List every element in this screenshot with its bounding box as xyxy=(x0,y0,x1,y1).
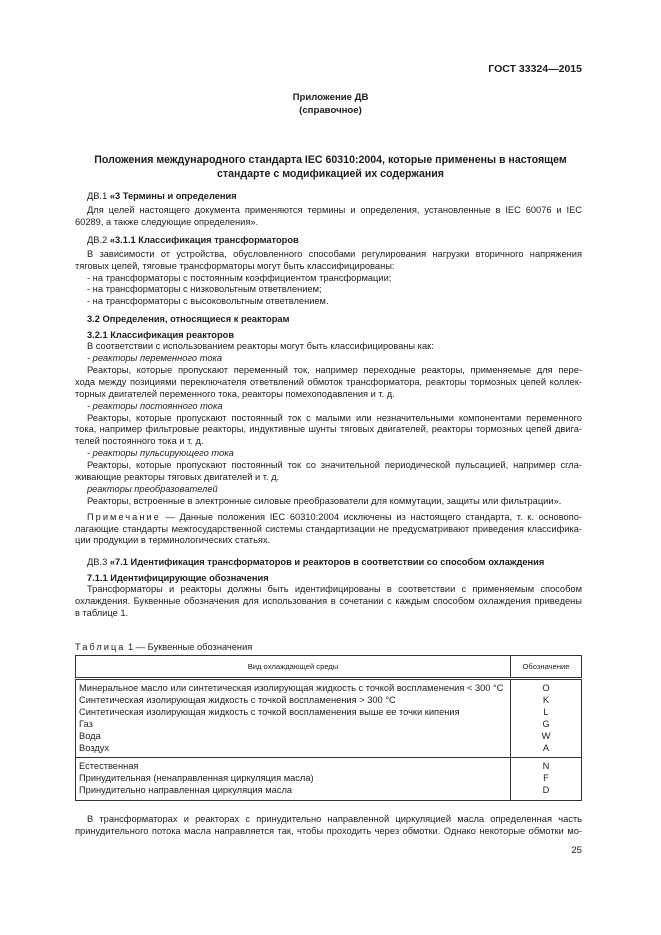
section-title: «7.1 Идентификация трансформаторов и реакторов в соответствии со способом охлаждения xyxy=(109,557,545,568)
section-heading xyxy=(75,329,582,341)
spacer xyxy=(75,547,582,551)
text-line: живающие реакторы тяговых двигателей и т. д. xyxy=(75,472,280,483)
text-line: принудительного потока масла направляется так, чтобы проходить через обмотки. Однако некоторые обмотки мо- xyxy=(75,825,582,836)
designation-cell: L xyxy=(511,707,582,719)
text-line: Для целей настоящего документа применяются термины и определения, установленные в IEC 60076 и IEC xyxy=(87,205,582,215)
title-line: Положения международного стандарта IEC 60310:2004, которые применены в настоящем xyxy=(94,154,567,166)
list-item: - на трансформаторы с постоянным коэффициентом трансформации; xyxy=(87,272,392,283)
table-row xyxy=(76,758,582,773)
column-header: Вид охлаждающей среды xyxy=(76,656,511,679)
term-label: - реакторы переменного тока xyxy=(87,353,223,364)
list-item: - на трансформаторы с низковольтным ответвлением; xyxy=(87,284,322,295)
designation-cell: W xyxy=(511,731,582,743)
term-label: - реакторы пульсирующего тока xyxy=(87,448,234,459)
designation-cell: F xyxy=(511,773,582,785)
section-number: ДВ.3 xyxy=(87,557,110,568)
text-line: охлаждения. Буквенные обозначения для использования в сочетании с каждым способом охлаждения приведены xyxy=(75,596,582,607)
text-line: Реакторы, которые пропускают постоянный ток с малыми или незначительными компонентами переменного xyxy=(87,412,582,423)
text-line: 60289, а также следующие определения». xyxy=(75,216,259,227)
designation-cell: N xyxy=(511,758,582,773)
title-line: стандарте с модификацией их содержания xyxy=(217,168,444,180)
section-title: «3 Термины и определения xyxy=(109,191,237,201)
section-heading xyxy=(75,234,582,246)
section-heading xyxy=(75,313,582,325)
cooling-medium-cell: Газ xyxy=(76,719,511,731)
text-line: В трансформаторах и реакторах с принудительно направленной циркуляцией масла определенная часть xyxy=(87,814,582,824)
document-number: ГОСТ 33324—2015 xyxy=(488,63,582,75)
table-row xyxy=(76,785,582,800)
note-line xyxy=(75,524,582,536)
cooling-medium-cell: Воздух xyxy=(76,743,511,758)
cooling-medium-cell: Принудительно направленная циркуляция масла xyxy=(76,785,511,800)
text-line: хода между позициями переключателя ответвлений обмоток трансформатора, реакторы тормозных цепей коллек- xyxy=(75,376,582,387)
cooling-medium-cell: Синтетическая изолирующая жидкость с точкой воспламенения > 300 °С xyxy=(76,695,511,707)
section-title: 7.1.1 Идентифицирующие обозначения xyxy=(87,573,269,584)
text-line: в таблице 1. xyxy=(75,608,129,619)
note-line xyxy=(75,512,582,524)
table-row xyxy=(76,707,582,719)
section-heading xyxy=(75,556,582,568)
text-line: тока, например фильтровые реакторы, индуктивные шунты тяговых двигателей, реакторы тормозных цепей двига- xyxy=(75,424,582,435)
table-row xyxy=(76,773,582,785)
section-title: 3.2.1 Классификация реакторов xyxy=(87,330,235,341)
designation-cell: A xyxy=(511,743,582,758)
column-header: Обозначение xyxy=(511,656,582,679)
table-caption xyxy=(75,642,252,652)
text-line: Трансформаторы и реакторы должны быть идентифицированы в соответствии с применяемым способом xyxy=(87,584,582,595)
section-heading xyxy=(75,190,582,202)
note-text: лагающие стандарты межгосударственной системы стандартизации не предусматривают приведения классифика- xyxy=(75,523,582,534)
note-text: ции продукции в терминологических статьях. xyxy=(75,535,271,546)
appendix-title: Приложение ДВ xyxy=(292,92,369,103)
section-title: 3.2 Определения, относящиеся к реакторам xyxy=(87,314,290,325)
text-line: В зависимости от устройства, обусловленного способами регулирования нагрузки вторичного напряжения xyxy=(87,248,582,259)
section-heading xyxy=(75,572,582,584)
designation-cell: D xyxy=(511,785,582,800)
page-number: 25 xyxy=(571,845,582,856)
note-text: — Данные положения IEC 60310:2004 исключены из настоящего стандарта, т. к. основопо- xyxy=(160,511,582,522)
designations-table xyxy=(75,655,582,801)
designation-cell: G xyxy=(511,719,582,731)
table-row xyxy=(76,719,582,731)
text-line: торных двигателей переменного тока, реакторы помехоподавления и т. д. xyxy=(75,388,395,399)
body-text xyxy=(75,190,582,620)
table-caption-label: Таблица xyxy=(75,642,126,652)
text-line: тяговых цепей, тяговые трансформаторы могут быть классифицированы: xyxy=(75,260,395,271)
note-line xyxy=(75,535,582,547)
table-row xyxy=(76,679,582,695)
section-number: ДВ.1 xyxy=(87,191,110,201)
text-line: Реакторы, которые пропускают переменный ток, например переходные реакторы, применяемые для пере- xyxy=(87,365,582,376)
cooling-medium-cell: Минеральное масло или синтетическая изолирующая жидкость с точкой воспламенения < 300 °С xyxy=(76,679,511,695)
cooling-medium-cell: Естественная xyxy=(76,758,511,773)
table-row xyxy=(76,695,582,707)
text-line: телей постоянного тока и т. д. xyxy=(75,436,204,447)
cooling-medium-cell: Синтетическая изолирующая жидкость с точкой воспламенения выше ее точки кипения xyxy=(76,707,511,719)
section-number: ДВ.2 xyxy=(87,234,110,245)
text-line: Реакторы, которые пропускают постоянный ток со значительной периодической пульсацией, например сгла- xyxy=(87,460,582,471)
table-row xyxy=(76,743,582,758)
closing-paragraph xyxy=(75,814,582,838)
table-row xyxy=(76,731,582,743)
note-label: Примечание xyxy=(87,511,161,522)
section-title: «3.1.1 Классификация трансформаторов xyxy=(109,234,299,245)
list-item: - на трансформаторы с высоковольтным ответвлением. xyxy=(87,296,329,307)
term-label: реакторы преобразователей xyxy=(87,483,218,494)
designation-cell: O xyxy=(511,679,582,695)
cooling-medium-cell: Принудительная (ненаправленная циркуляция масла) xyxy=(76,773,511,785)
cooling-medium-cell: Вода xyxy=(76,731,511,743)
appendix-subtitle: (справочное) xyxy=(299,105,362,116)
designation-cell: K xyxy=(511,695,582,707)
text-line: Реакторы, встроенные в электронные силовые преобразователи для коммутации, защиты или фильтрации». xyxy=(87,495,562,506)
page-title xyxy=(0,153,661,181)
appendix-heading xyxy=(0,91,661,117)
term-label: - реакторы постоянного тока xyxy=(87,400,223,411)
list-item: В соответствии с использованием реакторы могут быть классифицированы как: xyxy=(87,341,434,352)
table-caption-text: 1 — Буквенные обозначения xyxy=(125,642,253,652)
